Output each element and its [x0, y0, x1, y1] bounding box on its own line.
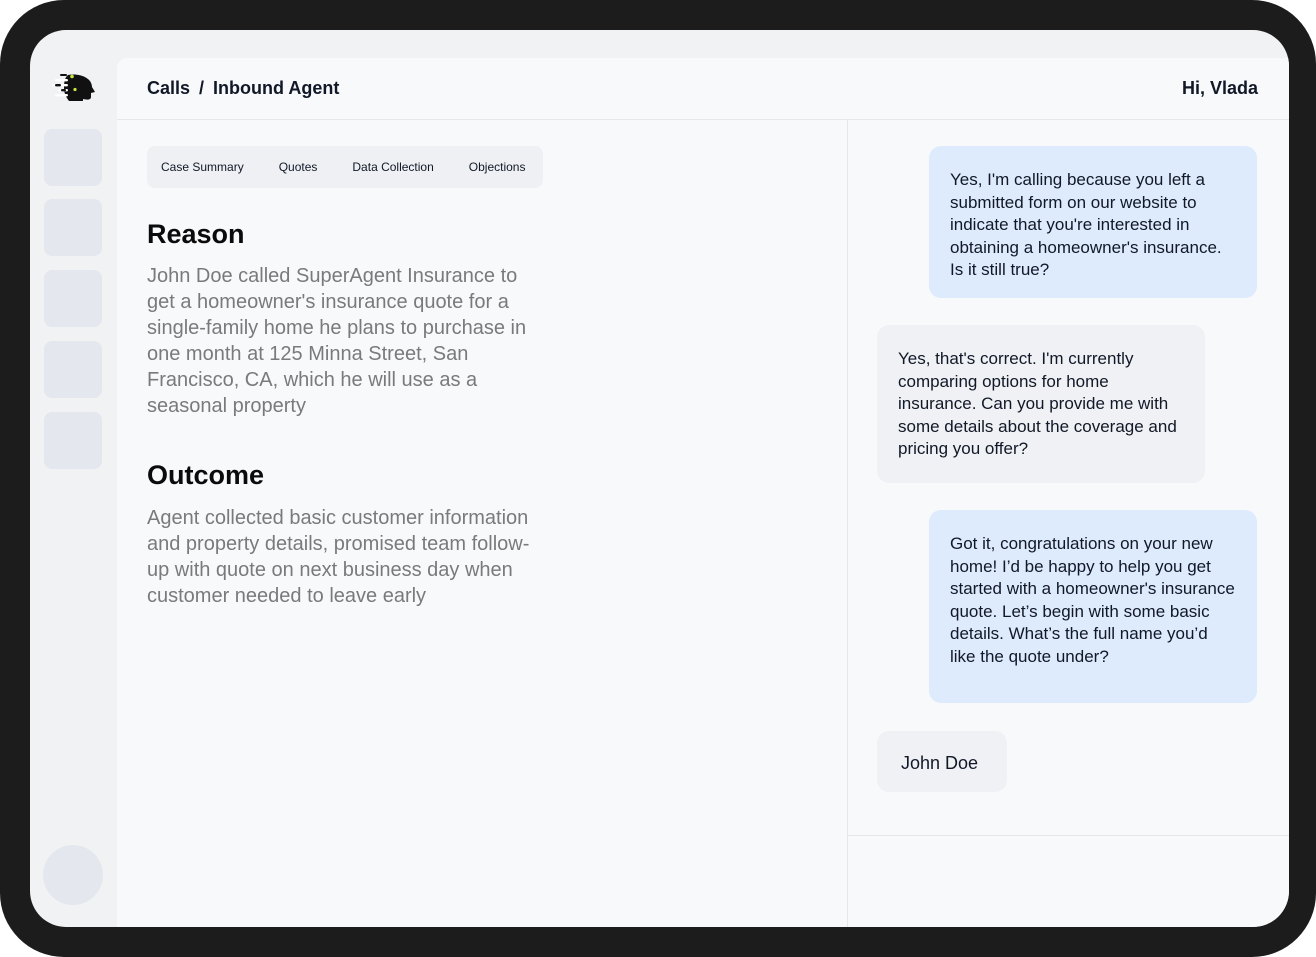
sidebar-item-2[interactable] — [44, 199, 102, 256]
breadcrumb-separator: / — [199, 78, 205, 98]
sidebar — [30, 30, 117, 927]
tab-quotes[interactable]: Quotes — [278, 160, 318, 174]
sidebar-item-4[interactable] — [44, 341, 102, 398]
user-greeting: Hi, Vlada — [1181, 78, 1258, 98]
chat-message-customer: John Doe — [877, 731, 1007, 792]
breadcrumb-calls[interactable]: Calls — [147, 78, 191, 98]
sidebar-item-5[interactable] — [44, 412, 102, 469]
outcome-title: Outcome — [147, 460, 265, 490]
chat-message-agent: Got it, congratulations on your new home! I’d be happy to help you get started with a homeowner's insurance quote. Let’s begin with some basic details. What’s the full name you’d like the quote under? — [929, 510, 1257, 703]
tab-case-summary[interactable]: Case Summary — [161, 160, 244, 174]
outcome-text: Agent collected basic customer information and property details, promised team follow-up with quote on next business day when customer needed to leave early — [147, 507, 530, 607]
tab-data-collection[interactable]: Data Collection — [352, 160, 434, 174]
app-screen — [30, 30, 1289, 927]
main-panel — [117, 58, 1289, 927]
sidebar-item-3[interactable] — [44, 270, 102, 327]
reason-text: John Doe called SuperAgent Insurance to get a homeowner's insurance quote for a single-family home he plans to purchase in one month at 125 Minna Street, San Francisco, CA, which he will use as a seasonal property — [147, 265, 527, 417]
breadcrumb-inbound-agent: Inbound Agent — [213, 78, 340, 98]
column-divider — [847, 120, 848, 927]
breadcrumb — [147, 78, 339, 99]
avatar[interactable] — [43, 845, 103, 905]
chat-message-customer: Yes, that's correct. I'm currently comparing options for home insurance. Can you provide me with some details about the coverage and pricing you offer? — [877, 325, 1205, 483]
chat-message-agent: Yes, I'm calling because you left a submitted form on our website to indicate that you're interested in obtaining a homeowner's insurance. Is it still true? — [929, 146, 1257, 298]
sidebar-item-1[interactable] — [44, 129, 102, 186]
header — [117, 58, 1289, 120]
tab-objections[interactable]: Objections — [468, 160, 526, 174]
chat-input-divider — [848, 835, 1289, 836]
brand-head-logo-icon[interactable] — [52, 72, 96, 102]
summary-tabs — [147, 146, 543, 188]
reason-title: Reason — [147, 219, 245, 249]
